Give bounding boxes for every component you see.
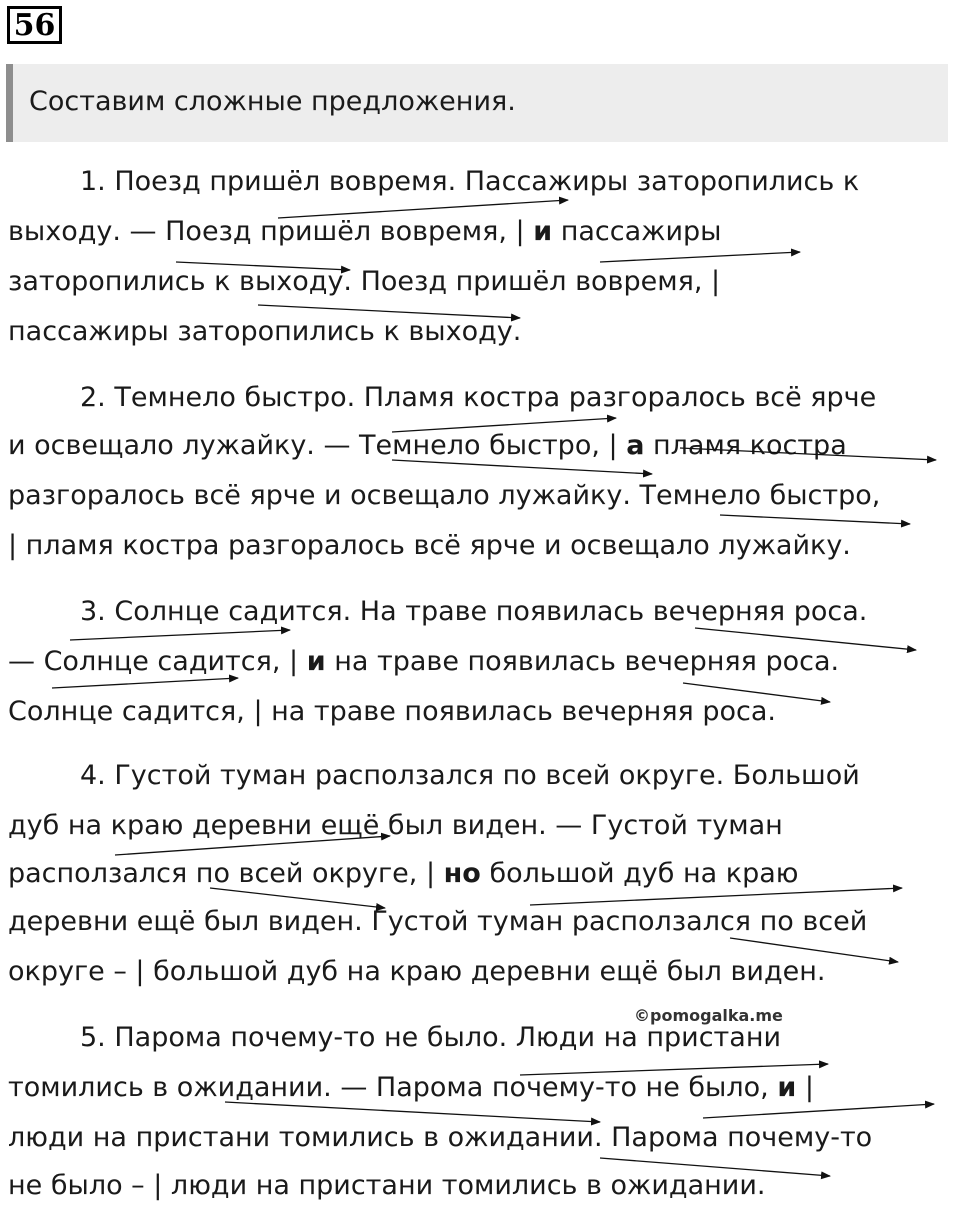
text-line: разгоралось всё ярче и освещало лужайку. Темнело быстро,	[8, 480, 881, 511]
arrow	[392, 460, 652, 474]
arrow	[720, 515, 910, 524]
conjunction: но	[443, 858, 481, 889]
exercise-number: 56	[7, 6, 62, 44]
text-line: 3. Солнце садится. На траве появилась вечерняя роса.	[80, 596, 868, 627]
text-line: 1. Поезд пришёл вовремя. Пассажиры заторопились к	[80, 166, 860, 197]
arrow	[530, 888, 902, 905]
text-line: | пламя костра разгоралось всё ярче и освещало лужайку.	[8, 530, 851, 561]
text-line: деревни ещё был виден. Густой туман расползался по всей	[8, 906, 868, 937]
text-line: 5. Парома почему-то не было. Люди на пристани	[80, 1022, 782, 1053]
text-line: 4. Густой туман расползался по всей округе. Большой	[80, 760, 860, 791]
conjunction: и	[777, 1072, 797, 1103]
text-line: и освещало лужайку. — Темнело быстро, | а пламя костра	[8, 430, 847, 461]
text-line: дуб на краю деревни ещё был виден. — Густой туман	[8, 810, 783, 841]
text-line: 2. Темнело быстро. Пламя костра разгоралось всё ярче	[80, 382, 877, 413]
conjunction: и	[306, 646, 326, 677]
text-line: томились в ожидании. — Парома почему-то не было, и |	[8, 1072, 814, 1103]
text-line: — Солнце садится, | и на траве появилась вечерняя роса.	[8, 646, 840, 677]
conjunction: и	[533, 216, 553, 247]
arrow	[52, 678, 238, 688]
arrow	[703, 1104, 934, 1118]
arrow	[210, 888, 385, 908]
instruction-text: Составим сложные предложения.	[29, 86, 516, 117]
text-line: выходу. — Поезд пришёл вовремя, | и пассажиры	[8, 216, 722, 247]
instruction-banner	[6, 64, 948, 142]
arrow	[600, 252, 800, 262]
arrow	[225, 1102, 600, 1122]
text-line: пассажиры заторопились к выходу.	[8, 316, 522, 347]
text-line: Солнце садится, | на траве появилась вечерняя роса.	[8, 696, 777, 727]
conjunction: а	[626, 430, 645, 461]
arrow	[70, 630, 290, 640]
watermark: ©pomogalka.me	[634, 1006, 783, 1025]
text-line: не было – | люди на пристани томились в ожидании.	[8, 1170, 766, 1201]
text-line: расползался по всей округе, | но большой дуб на краю	[8, 858, 799, 889]
text-line: люди на пристани томились в ожидании. Парома почему-то	[8, 1122, 873, 1153]
text-line: округе – | большой дуб на краю деревни ещё был виден.	[8, 956, 826, 987]
text-line: заторопились к выходу. Поезд пришёл вовремя, |	[8, 266, 721, 297]
